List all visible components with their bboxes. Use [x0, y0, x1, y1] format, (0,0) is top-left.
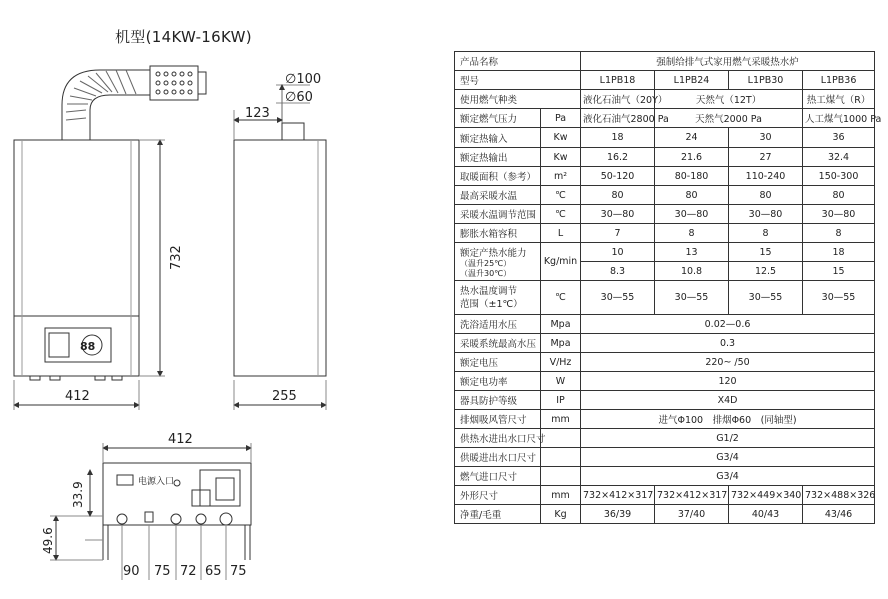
cell-value: 80 [581, 186, 655, 205]
cell-value: 30—80 [803, 205, 875, 224]
cell-value: 8 [655, 224, 729, 243]
cell-unit: Mpa [541, 315, 581, 334]
cell-value: 120 [581, 372, 875, 391]
dim-offset: 123 [245, 106, 270, 121]
table-row [455, 109, 875, 128]
cell-unit: Kw [541, 128, 581, 148]
cell-value: 110-240 [729, 167, 803, 186]
table-row [455, 448, 875, 467]
cell-value: 30—80 [655, 205, 729, 224]
table-row [455, 410, 875, 429]
dim-spacing-3: 72 [180, 564, 197, 579]
table-row [455, 205, 875, 224]
cell-unit: m² [541, 167, 581, 186]
cell-unit: ℃ [541, 205, 581, 224]
cell-label: 器具防护等级 [455, 391, 541, 410]
dim-width-bottom: 412 [168, 432, 193, 447]
dim-spacing-5: 75 [230, 564, 247, 579]
cell-unit: Mpa [541, 334, 581, 353]
cell-label: 燃气进口尺寸 [455, 467, 541, 486]
cell-value: 10 [581, 243, 655, 262]
cell-unit: Kg/min [541, 243, 581, 281]
dim-h1: 33.9 [71, 481, 85, 508]
cell-value: L1PB36 [803, 71, 875, 90]
cell-label: 供暖进出水口尺寸 [455, 448, 541, 467]
table-row [455, 52, 875, 71]
cell-value: 220~ /50 [581, 353, 875, 372]
cell-value: 80 [803, 186, 875, 205]
table-row [455, 281, 875, 315]
table-row [455, 429, 875, 448]
cell-value: 15 [803, 262, 875, 281]
cell-label [455, 281, 541, 315]
cell-label: 额定热输出 [455, 148, 541, 167]
cell-unit [541, 467, 581, 486]
cell-value: 30—55 [729, 281, 803, 315]
dim-spacing-2: 75 [154, 564, 171, 579]
cell-value: 天然气2000 Pa [655, 109, 803, 128]
cell-unit: Pa [541, 109, 581, 128]
cell-value: 16.2 [581, 148, 655, 167]
cell-unit: ℃ [541, 186, 581, 205]
cell-label: 外形尺寸 [455, 486, 541, 505]
cell-value: 80 [729, 186, 803, 205]
cell-unit: ℃ [541, 281, 581, 315]
cell-value: L1PB18 [581, 71, 655, 90]
cell-value: 732×488×326 [803, 486, 875, 505]
cell-value: 732×449×340 [729, 486, 803, 505]
cell-value: 8 [729, 224, 803, 243]
dim-spacing-1: 90 [123, 564, 140, 579]
cell-value: 进气Φ100 排烟Φ60 (同轴型) [581, 410, 875, 429]
cell-value: G1/2 [581, 429, 875, 448]
cell-value: 36/39 [581, 505, 655, 524]
cell-value: 732×412×317 [655, 486, 729, 505]
cell-value: 18 [803, 243, 875, 262]
cell-unit: mm [541, 486, 581, 505]
cell-label: 使用燃气种类 [455, 90, 581, 109]
cell-value: 0.3 [581, 334, 875, 353]
table-row [455, 167, 875, 186]
water-connectors [117, 512, 232, 525]
cell-unit: mm [541, 410, 581, 429]
table-row [455, 71, 875, 90]
cell-label: 额定电压 [455, 353, 541, 372]
model-title: 机型(14KW-16KW) [115, 28, 252, 46]
cell-value: G3/4 [581, 448, 875, 467]
cell-label-sub: （温升25℃） [460, 258, 512, 268]
cell-value: 8 [803, 224, 875, 243]
cell-value: L1PB24 [655, 71, 729, 90]
cell-value: 40/43 [729, 505, 803, 524]
cell-value: X4D [581, 391, 875, 410]
table-row [455, 353, 875, 372]
cell-value: 30—55 [803, 281, 875, 315]
cell-value: 10.8 [655, 262, 729, 281]
cell-label: 采暖水温调节范围 [455, 205, 541, 224]
cell-value: 43/46 [803, 505, 875, 524]
cell-label [455, 243, 541, 281]
cell-label: 额定电功率 [455, 372, 541, 391]
cell-value: 80-180 [655, 167, 729, 186]
cell-label: 额定热输入 [455, 128, 541, 148]
dim-h2: 49.6 [41, 527, 55, 554]
cell-label: 采暖系统最高水压 [455, 334, 541, 353]
cell-value: 80 [655, 186, 729, 205]
cell-label: 净重/毛重 [455, 505, 541, 524]
cell-label: 洗浴适用水压 [455, 315, 541, 334]
table-row [455, 486, 875, 505]
cell-label-main: 额定产热水能力 [460, 247, 527, 259]
cell-unit: L [541, 224, 581, 243]
cell-unit: W [541, 372, 581, 391]
cell-value: 液化石油气2800 Pa [581, 109, 655, 128]
side-view [234, 85, 326, 410]
cell-value: 21.6 [655, 148, 729, 167]
table-row [455, 148, 875, 167]
cell-value: 热工煤气（R） [803, 90, 875, 109]
cell-value: 液化石油气（20Y） [581, 90, 655, 109]
power-inlet-box [117, 475, 133, 485]
dim-width-front: 412 [65, 389, 90, 404]
table-row [455, 391, 875, 410]
table-row [455, 243, 875, 262]
table-row [455, 334, 875, 353]
dim-pipe-inner: ∅60 [285, 90, 313, 105]
table-row [455, 186, 875, 205]
cell-label: 产品名称 [455, 52, 581, 71]
cell-value: 36 [803, 128, 875, 148]
cell-unit [541, 448, 581, 467]
cell-value: 12.5 [729, 262, 803, 281]
cell-unit: Kw [541, 148, 581, 167]
cell-value: 30—55 [581, 281, 655, 315]
cell-unit: Kg [541, 505, 581, 524]
table-row [455, 315, 875, 334]
table-row [455, 467, 875, 486]
cell-label: 排烟吸风管尺寸 [455, 410, 541, 429]
dim-spacing-4: 65 [205, 564, 222, 579]
cell-value: 15 [729, 243, 803, 262]
cell-label-sub: （温升30℃） [460, 268, 512, 278]
cell-value: 30 [729, 128, 803, 148]
cell-value: G3/4 [581, 467, 875, 486]
table-row [455, 128, 875, 148]
cell-value: 13 [655, 243, 729, 262]
power-inlet-label: 电源入口 [138, 477, 175, 487]
cell-value: 50-120 [581, 167, 655, 186]
cell-value: 30—80 [729, 205, 803, 224]
cell-label: 最高采暖水温 [455, 186, 541, 205]
cell-label: 取暖面积（参考） [455, 167, 541, 186]
display-digits: 88 [80, 340, 96, 353]
table-row [455, 224, 875, 243]
display-window [49, 333, 69, 357]
cell-value: 30—55 [655, 281, 729, 315]
bottom-view [50, 443, 251, 580]
table-row [455, 505, 875, 524]
cell-value: 732×412×317 [581, 486, 655, 505]
cell-value: 强制给排气式家用燃气采暖热水炉 [581, 52, 875, 71]
cell-value: 32.4 [803, 148, 875, 167]
dim-depth: 255 [272, 389, 297, 404]
spec-table [454, 51, 882, 524]
dim-height: 732 [169, 245, 184, 270]
cell-value: 人工煤气1000 Pa [803, 109, 875, 128]
table-row [455, 372, 875, 391]
cell-value: 150-300 [803, 167, 875, 186]
cell-label: 供热水进出水口尺寸 [455, 429, 541, 448]
cell-value: 24 [655, 128, 729, 148]
table-row [455, 90, 875, 109]
cell-unit: V/Hz [541, 353, 581, 372]
front-view [14, 66, 206, 410]
cell-unit: IP [541, 391, 581, 410]
cell-value: 7 [581, 224, 655, 243]
cell-unit [541, 429, 581, 448]
cell-value: L1PB30 [729, 71, 803, 90]
cell-label-line: 热水温度调节 [460, 285, 518, 297]
cell-label: 型号 [455, 71, 581, 90]
cell-value: 27 [729, 148, 803, 167]
cell-label: 额定燃气压力 [455, 109, 541, 128]
dim-pipe-outer: ∅100 [285, 72, 322, 87]
cell-value: 37/40 [655, 505, 729, 524]
cell-label-line: 范围（±1℃） [460, 298, 523, 310]
cell-value: 天然气（12T） [655, 90, 803, 109]
cell-value: 18 [581, 128, 655, 148]
cell-value: 8.3 [581, 262, 655, 281]
cell-value: 30—80 [581, 205, 655, 224]
cell-value: 0.02—0.6 [581, 315, 875, 334]
cell-label: 膨胀水箱容积 [455, 224, 541, 243]
